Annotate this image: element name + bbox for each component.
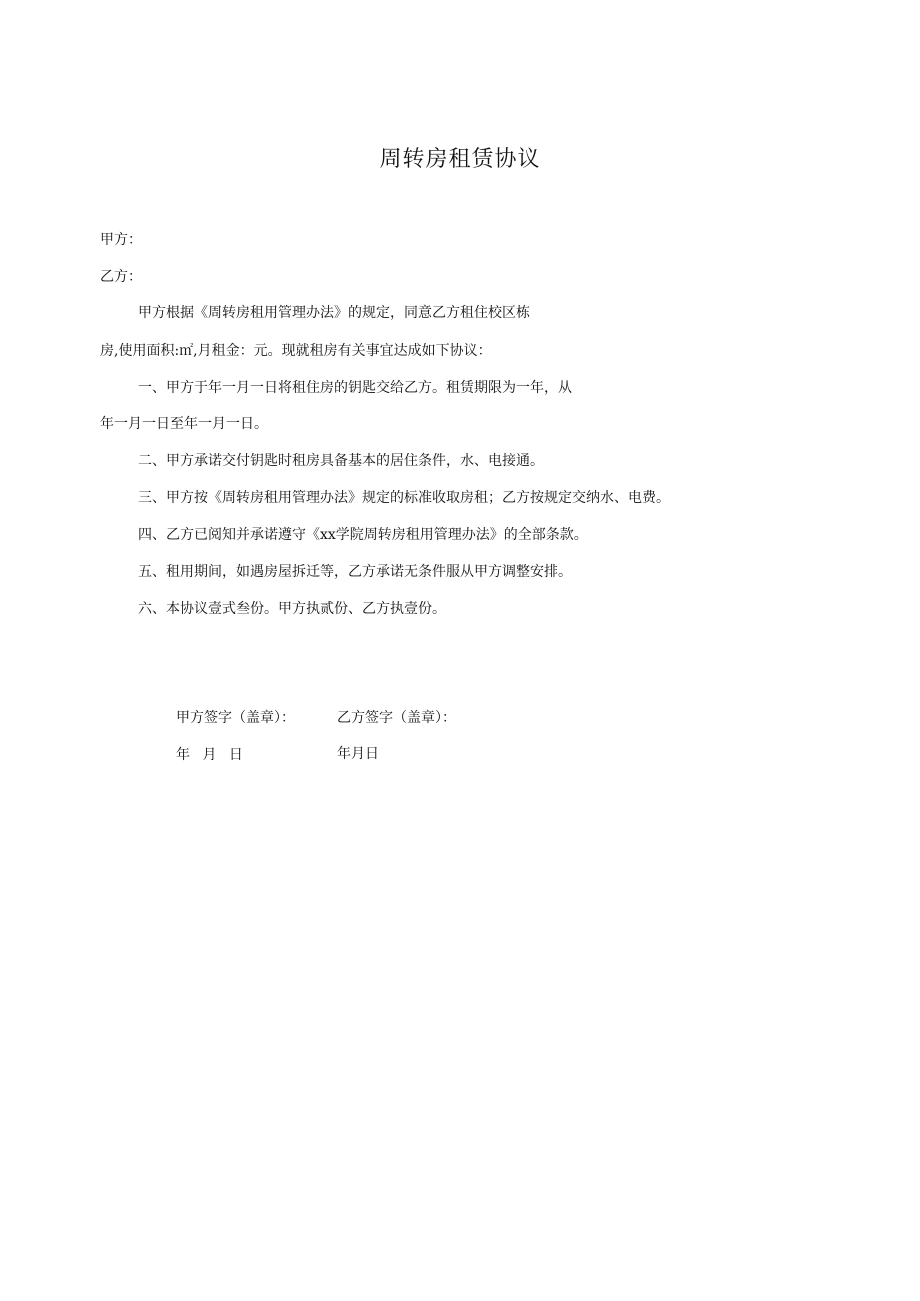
clause-3: 三、甲方按《周转房租用管理办法》规定的标准收取房租；乙方按规定交纳水、电费。 [138, 490, 670, 506]
clause-5: 五、租用期间，如遇房屋拆迁等，乙方承诺无条件服从甲方调整安排。 [138, 564, 572, 580]
clause-1-line-1: 一、甲方于年一月一日将租住房的钥匙交给乙方。租赁期限为一年，从 [138, 380, 572, 396]
intro-paragraph-line-1: 甲方根据《周转房租用管理办法》的规定，同意乙方租住校区栋 [138, 305, 530, 321]
clause-2: 二、甲方承诺交付钥匙时租房具备基本的居住条件，水、电接通。 [138, 453, 544, 469]
clause-6: 六、本协议壹式叁份。甲方执贰份、乙方执壹份。 [138, 601, 446, 617]
party-b-signature-date: 年月日 [337, 746, 379, 762]
party-b-signature-label: 乙方签字（盖章）： [337, 710, 456, 726]
intro-paragraph-line-2: 房,使用面积:㎡,月租金：元。现就租房有关事宜达成如下协议： [100, 343, 492, 359]
clause-4: 四、乙方已阅知并承诺遵守《xx学院周转房租用管理办法》的全部条款。 [138, 527, 588, 543]
party-a-signature-label: 甲方签字（盖章）： [176, 710, 295, 726]
party-b-line: 乙方： [100, 269, 142, 285]
clause-1-line-2: 年一月一日至年一月一日。 [100, 416, 268, 432]
party-a-signature-date: 年 月 日 [176, 747, 243, 763]
document-title: 周转房租赁协议 [379, 147, 541, 172]
party-a-line: 甲方： [100, 232, 142, 248]
